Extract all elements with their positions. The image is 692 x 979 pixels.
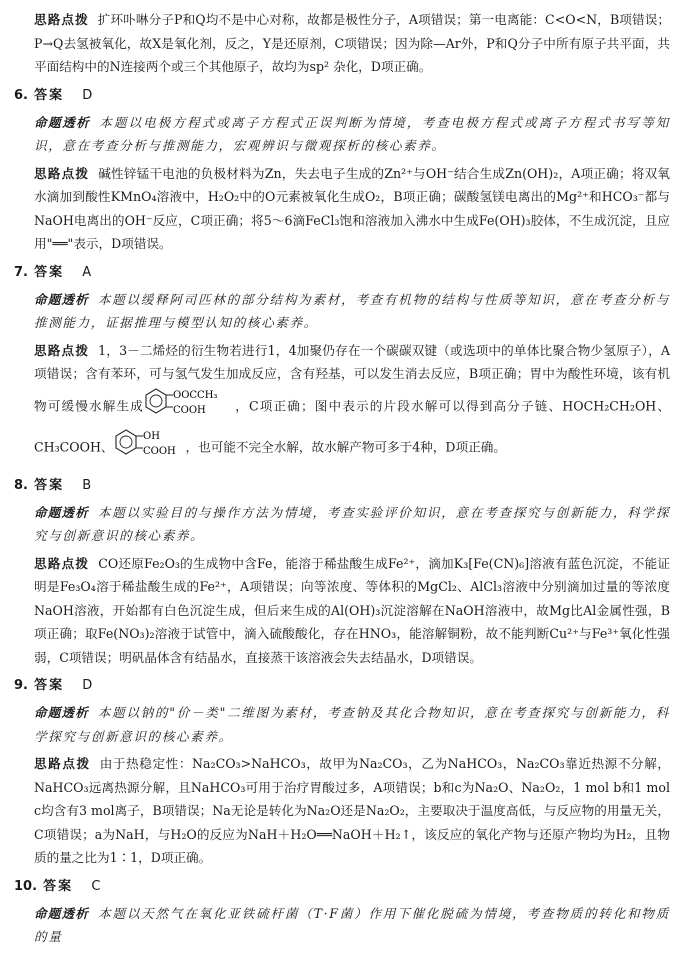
intro-text: 本题以钠的"价－类"二维图为素材，考查钠及其化合物知识，意在考查探究与创新能力，科学探究与创新意识的核心素养。 (34, 705, 670, 744)
question-9-answer (14, 675, 670, 697)
question-6-intro (34, 111, 670, 158)
intro-label: 命题透析 (34, 504, 89, 520)
analysis-label: 思路点拨 (34, 342, 90, 358)
analysis-text: 由于热稳定性：Na₂CO₃>NaHCO₃，故甲为Na₂CO₃，乙为NaHCO₃，Na₂CO₃靠近热源不分解，NaHCO₃远离热源分解，且NaHCO₃可用于治疗胃酸过多，A项错误；b和c为Na₂O、Na₂O₂，1 mol b和1 mol c均含有3 mol离子，B项错误；Na无论是转化为Na₂O还是Na₂O₂，主要取决于温度高低，与反应物的用量无关，C项错误；a为NaH，与H₂O的反应为NaH＋H₂O══NaOH＋H₂↑，该反应的氧化产物与还原产物均为H₂，且物质的量之比为1∶1，D项正确。 (34, 756, 671, 865)
intro-text: 本题以缓释阿司匹林的部分结构为素材，考查有机物的结构与性质等知识，意在考查分析与推测能力，证据推理与模型认知的核心素养。 (34, 291, 671, 330)
intro-text: 本题以实验目的与操作方法为情境，考查实验评价知识，意在考查探究与创新能力，科学探究与创新意识的核心素养。 (34, 504, 671, 543)
intro-label: 命题透析 (34, 705, 89, 720)
structure-top-group: OH (142, 431, 160, 442)
intro-label: 命题透析 (34, 291, 89, 307)
answer-value: B (82, 477, 92, 493)
analysis-text-part1: 1，3－二烯烃的衍生物若进行1，4加聚仍存在一个碳碳双键（或选项中的单体比聚合物少氢原子），A项错误；含有苯环，可与氢气发生加成反应，含有羟基，可以发生消去反应，B项正确；胃中为酸性环境，该有机物可缓慢水解生成 (34, 342, 670, 413)
intro-label: 命题透析 (34, 114, 91, 130)
question-7-intro (34, 288, 670, 335)
answer-label: 答案 (34, 87, 65, 103)
answer-value: D (82, 87, 93, 103)
question-9-analysis (34, 752, 670, 870)
intro-label: 命题透析 (34, 905, 90, 921)
question-8-answer (14, 475, 670, 497)
analysis-paragraph (34, 8, 670, 79)
question-9-intro (34, 701, 670, 748)
question-number: 10. (14, 878, 38, 894)
question-7-analysis (34, 339, 670, 469)
structure-bottom-group: COOH (142, 446, 176, 457)
answer-value: C (91, 878, 101, 894)
answer-label: 答案 (43, 878, 74, 894)
question-10-answer (14, 876, 670, 898)
analysis-text-part2: ，C项正确；图中表示的片段水解可以得到高分子链、HOCH₂CH₂OH、CH₃COOH、 (34, 397, 671, 455)
question-8-analysis (34, 552, 670, 670)
analysis-label: 思路点拨 (34, 165, 90, 181)
benzene-structure-acetoxy-acid (144, 386, 234, 428)
intro-text: 本题以天然气在氧化亚铁硫杆菌（T·F菌）作用下催化脱硫为情境，考查物质的转化和物质的量 (34, 905, 670, 944)
analysis-text: 碱性锌锰干电池的负极材料为Zn，失去电子生成的Zn²⁺与OH⁻结合生成Zn(OH)₂，A项正确；将双氧水滴加到酸性KMnO₄溶液中，H₂O₂中的O元素被氧化生成O₂，B项正确；碳酸氢镁电离出的Mg²⁺和HCO₃⁻都与NaOH电离出的OH⁻反应，C项正确；将5～6滴FeCl₃饱和溶液加入沸水中生成Fe(OH)₃胶体，不生成沉淀，且应用"══"表示，D项错误。 (34, 165, 671, 251)
analysis-label: 思路点拨 (34, 756, 91, 771)
analysis-label: 思路点拨 (34, 555, 90, 571)
benzene-structure-hydroxy-acid (114, 427, 186, 469)
question-number: 9. (14, 678, 28, 693)
answer-value: D (82, 678, 93, 693)
structure-top-group: OOCCH₃ (173, 389, 218, 401)
intro-text: 本题以电极方程式或离子方程式正误判断为情境，考查电极方程式或离子方程式书写等知识，意在考查分析与推测能力，宏观辨识与微观探析的核心素养。 (34, 114, 671, 153)
answer-label: 答案 (34, 678, 65, 693)
analysis-label: 思路点拨 (34, 12, 89, 27)
analysis-text: CO还原Fe₂O₃的生成物中含Fe，能溶于稀盐酸生成Fe²⁺，滴加K₃[Fe(CN)₆]溶液有蓝色沉淀，不能证明是Fe₃O₄溶于稀盐酸生成的Fe²⁺，A项错误；向等浓度、等体积的MgCl₂、AlCl₃溶液中分别滴加过量的等浓度NaOH溶液，开始都有白色沉淀生成，但后来生成的Al(OH)₃沉淀溶解在NaOH溶液中，故Mg比Al金属性强，B项正确；取Fe(NO₃)₂溶液于试管中，滴入硫酸酸化，存在HNO₃，能溶解铜粉，故不能判断Cu²⁺与Fe³⁺氧化性强弱，C项错误；明矾晶体含有结晶水，直接蒸干该溶液会失去结晶水，D项错误。 (34, 555, 671, 665)
question-7-answer (14, 262, 670, 284)
question-6-answer (14, 85, 670, 107)
question-number: 8. (14, 477, 28, 493)
answer-label: 答案 (34, 264, 65, 280)
question-6-analysis (34, 162, 670, 256)
analysis-text: 扩环卟啉分子P和Q均不是中心对称，故都是极性分子，A项错误；第一电离能：C<O<N，B项错误；P→Q去氢被氧化，故X是氧化剂，反之，Y是还原剂，C项错误；因为除—Ar外，P和Q分子中所有原子共平面，共平面结构中的N连接两个或三个其他原子，故均为sp² 杂化，D项正确。 (34, 12, 671, 74)
analysis-text-part3: ，也可能不完全水解，故水解产物可多于4种，D项正确。 (185, 439, 506, 455)
question-number: 6. (14, 87, 28, 103)
answer-value: A (82, 264, 92, 280)
question-8-intro (34, 501, 670, 548)
question-number: 7. (14, 264, 28, 280)
structure-bottom-group: COOH (173, 404, 206, 416)
question-10-intro (34, 902, 670, 949)
answer-label: 答案 (34, 477, 65, 493)
